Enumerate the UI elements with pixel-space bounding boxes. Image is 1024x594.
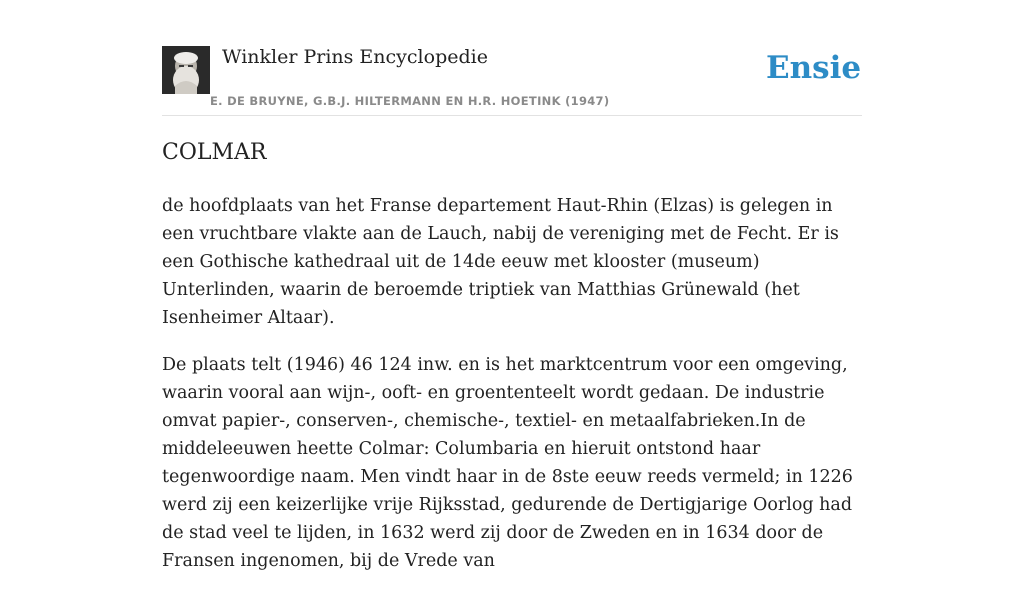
- source-title[interactable]: Winkler Prins Encyclopedie: [222, 46, 488, 68]
- article-title: COLMAR: [162, 140, 267, 165]
- article-paragraph: de hoofdplaats van het Franse departement Haut-Rhin (Elzas) is gelegen in een vruchtbare vlakte aan de Lauch, nabij de vereniging met de Fecht. Er is een Gothische kathedraal uit de 14de eeuw met klooster (museum) Unterlinden, waarin de beroemde triptiek van Matthias Grünewald (het Isenheimer Altaar).: [162, 196, 839, 328]
- header-divider: [162, 115, 862, 116]
- author-portrait-icon: [162, 46, 210, 94]
- article-paragraph: De plaats telt (1946) 46 124 inw. en is het marktcentrum voor een omgeving, waarin vooral aan wijn-, ooft- en groententeelt wordt gedaan. De industrie omvat papier-, conserven-, chemische-, textiel- en metaalfabrieken.In de middeleeuwen heette Colmar: Columbaria en hieruit ontstond haar tegenwoordige naam. Men vindt haar in de 8ste eeuw reeds vermeld; in 1226 werd zij een keizerlijke vrije Rijksstad, gedurende de Dertigjarige Oorlog had de stad veel te lijden, in 1632 werd zij door de Zweden en in 1634 door de Fransen ingenomen, bij de Vrede van: [162, 355, 853, 571]
- brand-logo[interactable]: Ensie: [766, 50, 862, 86]
- authors-credit: E. DE BRUYNE, G.B.J. HILTERMANN EN H.R. HOETINK (1947): [210, 94, 610, 108]
- article-body: [162, 192, 867, 594]
- author-avatar: [162, 46, 210, 94]
